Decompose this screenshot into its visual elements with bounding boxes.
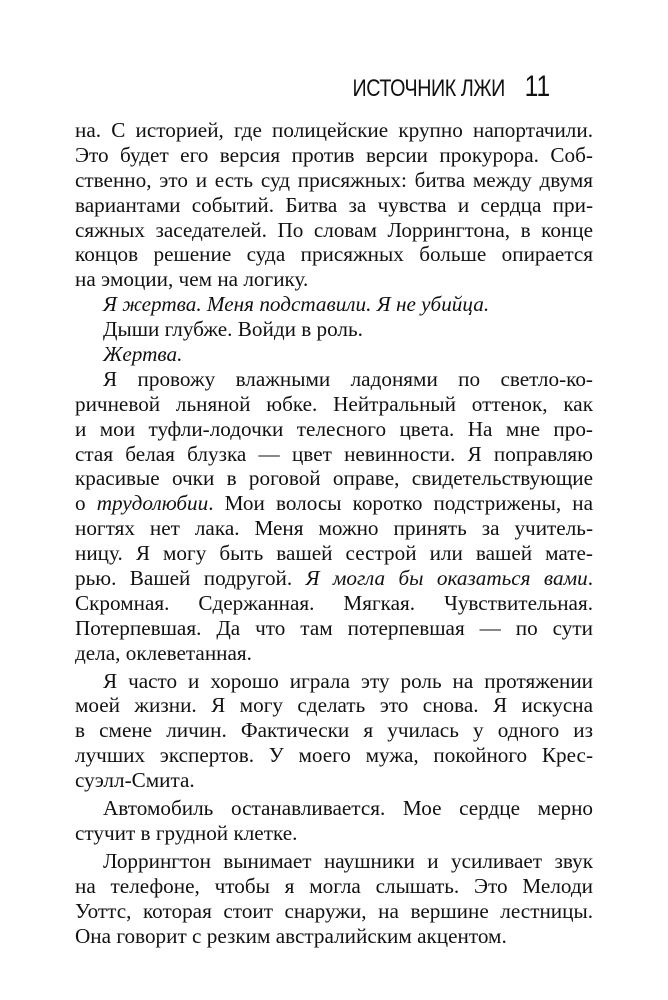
- text-line: ственно, это и есть суд присяжных: битва между двумя: [75, 167, 593, 192]
- text-line: Автомобиль останавливается. Мое сердце мерно: [103, 796, 593, 821]
- text-line: ницу. Я могу быть вашей сестрой или вашей мате-: [75, 541, 593, 566]
- text-line: сяжных заседателей. По словам Лоррингтона, в конце: [75, 217, 593, 242]
- page-number: 11: [524, 70, 550, 103]
- text-fragment: о: [75, 491, 97, 516]
- italic-fragment: Я могла бы оказаться вами: [305, 566, 588, 591]
- text-line: на эмоции, чем на логику.: [75, 267, 309, 292]
- text-line: и мои туфли-лодочки телесного цвета. На мне про-: [75, 416, 593, 441]
- text-fragment: . Мои волосы коротко подстрижены, на: [208, 491, 593, 516]
- running-title: ИСТОЧНИК ЛЖИ: [352, 75, 505, 102]
- text-line: Уоттс, которая стоит снаружи, на вершине лестницы.: [75, 898, 593, 923]
- running-header: [319, 70, 550, 104]
- text-line: Потерпевшая. Да что там потерпевшая — по сути: [75, 615, 593, 640]
- text-line: моей жизни. Я могу сделать это снова. Я искусна: [75, 693, 593, 718]
- italic-line: Жертва.: [103, 342, 183, 367]
- body-text: [75, 118, 593, 948]
- text-line: Дыши глубже. Войди в роль.: [103, 317, 363, 342]
- text-line: [75, 566, 593, 591]
- text-line: Это будет его версия против версии прокурора. Соб-: [75, 142, 593, 167]
- italic-line: Я жертва. Меня подставили. Я не убийца.: [103, 292, 490, 317]
- text-line: на телефоне, чтобы я могла слышать. Это Мелоди: [75, 873, 593, 898]
- text-line: лучших экспертов. У моего мужа, покойного Крес-: [75, 743, 593, 768]
- text-line: концов решение суда присяжных больше опирается: [75, 242, 593, 267]
- text-line: стучит в грудной клетке.: [75, 820, 298, 845]
- text-line: суэлл-Смита.: [75, 768, 195, 793]
- text-line: ногтях нет лака. Меня можно принять за учитель-: [75, 516, 593, 541]
- text-line: вариантами событий. Битва за чувства и сердца при-: [75, 192, 593, 217]
- text-line: на. С историей, где полицейские крупно напортачили.: [75, 118, 593, 142]
- text-line: Я часто и хорошо играла эту роль на протяжении: [103, 668, 593, 693]
- italic-fragment: трудолюбии: [96, 491, 209, 516]
- text-line: Она говорит с резким австралийским акцентом.: [75, 923, 507, 948]
- text-line: Лоррингтон вынимает наушники и усиливает звук: [103, 848, 593, 873]
- text-line: ричневой льняной юбке. Нейтральный оттенок, как: [75, 391, 593, 416]
- text-line: красивые очки в роговой оправе, свидетельствующие: [75, 466, 593, 491]
- text-fragment: .: [587, 566, 593, 591]
- text-line: Я провожу влажными ладонями по светло-ко-: [103, 366, 593, 391]
- text-fragment: рью. Вашей подругой.: [75, 566, 306, 591]
- text-line: [75, 491, 593, 516]
- text-line: дела, оклеветанная.: [75, 640, 252, 665]
- text-line: стая белая блузка — цвет невинности. Я поправляю: [75, 441, 593, 466]
- text-line: Скромная. Сдержанная. Мягкая. Чувствительная.: [75, 590, 593, 615]
- text-line: в смене личин. Фактически я училась у одного из: [75, 718, 593, 743]
